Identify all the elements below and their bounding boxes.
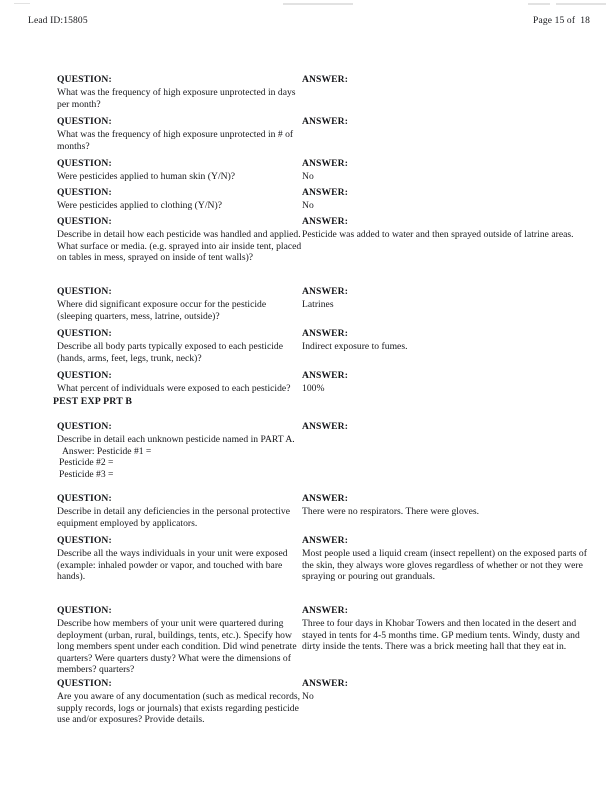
qa-row — [0, 116, 612, 152]
question-text: Where did significant exposure occur for the pesticide (sleeping quarters, mess, latrine, outside)? — [57, 298, 267, 322]
question-block — [57, 116, 302, 152]
qa-row — [0, 678, 612, 726]
question-text: Are you aware of any documentation (such as medical records, supply records, logs or journals) that exists regarding pesticide use and/or exposures? Provide details. — [57, 690, 301, 726]
question-label: QUESTION: — [57, 535, 112, 546]
question-text: Describe all the ways individuals in your unit were exposed (example: inhaled powder or vapor, and touched with bare hands). — [57, 547, 288, 583]
question-label: QUESTION: — [57, 187, 112, 198]
question-label: QUESTION: — [57, 158, 112, 169]
question-text: Describe in detail each unknown pesticide named in PART A. — [57, 433, 295, 445]
answer-text: No — [302, 199, 314, 211]
question-block — [57, 74, 302, 110]
question-block — [57, 535, 302, 583]
answer-block — [302, 535, 587, 583]
answer-label: ANSWER: — [302, 678, 349, 689]
scan-artifact — [14, 3, 30, 4]
answer-block — [302, 605, 587, 676]
answer-text: There were no respirators. There were gloves. — [302, 505, 480, 517]
question-label: QUESTION: — [57, 74, 112, 85]
question-label: QUESTION: — [57, 216, 112, 227]
pesticide-list-item: Pesticide #2 = — [59, 457, 114, 469]
question-text: Describe in detail how each pesticide was handled and applied. What surface or media. (e.g. sprayed into air inside tent, placed on tables in mess, sprayed on inside of tent walls)? — [57, 228, 302, 264]
answer-block — [302, 678, 587, 726]
answer-label: ANSWER: — [302, 493, 349, 504]
question-text: Describe all body parts typically exposed to each pesticide (hands, arms, feet, legs, trunk, neck)? — [57, 340, 284, 364]
question-label: QUESTION: — [57, 605, 112, 616]
question-text: What was the frequency of high exposure unprotected in # of months? — [57, 128, 294, 152]
answer-label: ANSWER: — [302, 370, 349, 381]
qa-body — [0, 74, 612, 792]
question-label: QUESTION: — [57, 116, 112, 127]
question-block — [57, 493, 302, 529]
qa-row — [0, 328, 612, 364]
answer-label: ANSWER: — [302, 74, 349, 85]
question-label: QUESTION: — [57, 493, 112, 504]
question-text: Describe how members of your unit were quartered during deployment (urban, rural, buildings, tents, etc.). Specify how long members spent under each condition. Did wind penetrate quarters? Were quarters dusty? What were the dimensions of members? quarters? — [57, 617, 297, 676]
question-block — [57, 158, 302, 183]
answer-text: Indirect exposure to fumes. — [302, 340, 408, 352]
qa-row — [0, 493, 612, 529]
question-text: Describe in detail any deficiencies in the personal protective equipment employed by applicators. — [57, 505, 290, 529]
lead-id: Lead ID:15805 — [28, 16, 88, 26]
question-block — [57, 678, 302, 726]
answer-block — [302, 421, 587, 480]
answer-label: ANSWER: — [302, 187, 349, 198]
answer-block — [302, 116, 587, 152]
question-label: QUESTION: — [57, 328, 112, 339]
page-number: Page 15 of 18 — [533, 16, 590, 26]
page-header — [28, 16, 590, 26]
question-block — [57, 286, 302, 322]
answer-label: ANSWER: — [302, 421, 349, 432]
answer-label: ANSWER: — [302, 605, 349, 616]
qa-row — [0, 216, 612, 264]
qa-row — [0, 535, 612, 583]
answer-block — [302, 74, 587, 110]
question-block — [57, 605, 302, 676]
qa-row — [0, 286, 612, 322]
answer-text: Most people used a liquid cream (insect repellent) on the exposed parts of the skin, they always wore gloves regardless of whether or not they were spraying or pouring out granduals. — [302, 547, 587, 583]
answer-label: ANSWER: — [302, 116, 349, 127]
pesticide-list-item: Answer: Pesticide #1 = — [62, 445, 152, 457]
answer-text: Pesticide was added to water and then sprayed outside of latrine areas. — [302, 228, 574, 240]
question-text: Were pesticides applied to human skin (Y/N)? — [57, 170, 236, 182]
question-label: QUESTION: — [57, 286, 112, 297]
question-label: QUESTION: — [57, 678, 112, 689]
question-text: What was the frequency of high exposure unprotected in days per month? — [57, 86, 296, 110]
qa-row — [0, 187, 612, 212]
answer-text: No — [302, 690, 314, 702]
answer-label: ANSWER: — [302, 328, 349, 339]
question-block — [57, 421, 302, 480]
answer-text: Three to four days in Khobar Towers and then located in the desert and stayed in tents for 4-5 months time. GP medium tents. Windy, dusty and dirty inside the tents. There was a brick meeting hall that they eat in. — [302, 617, 580, 653]
qa-row — [0, 605, 612, 676]
answer-label: ANSWER: — [302, 216, 349, 227]
question-text: Were pesticides applied to clothing (Y/N)? — [57, 199, 222, 211]
answer-block — [302, 158, 587, 183]
question-block — [57, 370, 302, 395]
question-block — [57, 328, 302, 364]
answer-text: Latrines — [302, 298, 334, 310]
scan-artifact — [556, 3, 606, 5]
qa-row — [0, 421, 612, 480]
question-label: QUESTION: — [57, 370, 112, 381]
answer-block — [302, 493, 587, 529]
answer-text: 100% — [302, 382, 325, 394]
scan-artifact — [283, 3, 353, 5]
answer-block — [302, 187, 587, 212]
answer-label: ANSWER: — [302, 286, 349, 297]
pesticide-list — [57, 446, 302, 481]
section-heading: PEST EXP PRT B — [53, 396, 133, 407]
answer-block — [302, 216, 587, 264]
qa-row — [0, 158, 612, 183]
answer-text: No — [302, 170, 314, 182]
answer-label: ANSWER: — [302, 535, 349, 546]
question-text: What percent of individuals were exposed to each pesticide? — [57, 382, 291, 394]
pesticide-list-item: Pesticide #3 = — [59, 468, 114, 480]
answer-block — [302, 328, 587, 364]
question-block — [57, 187, 302, 212]
answer-label: ANSWER: — [302, 158, 349, 169]
answer-block — [302, 286, 587, 322]
answer-block — [302, 370, 587, 395]
question-block — [57, 216, 302, 264]
scan-artifact — [528, 3, 550, 5]
qa-row — [0, 370, 612, 395]
qa-row — [0, 74, 612, 110]
question-label: QUESTION: — [57, 421, 112, 432]
